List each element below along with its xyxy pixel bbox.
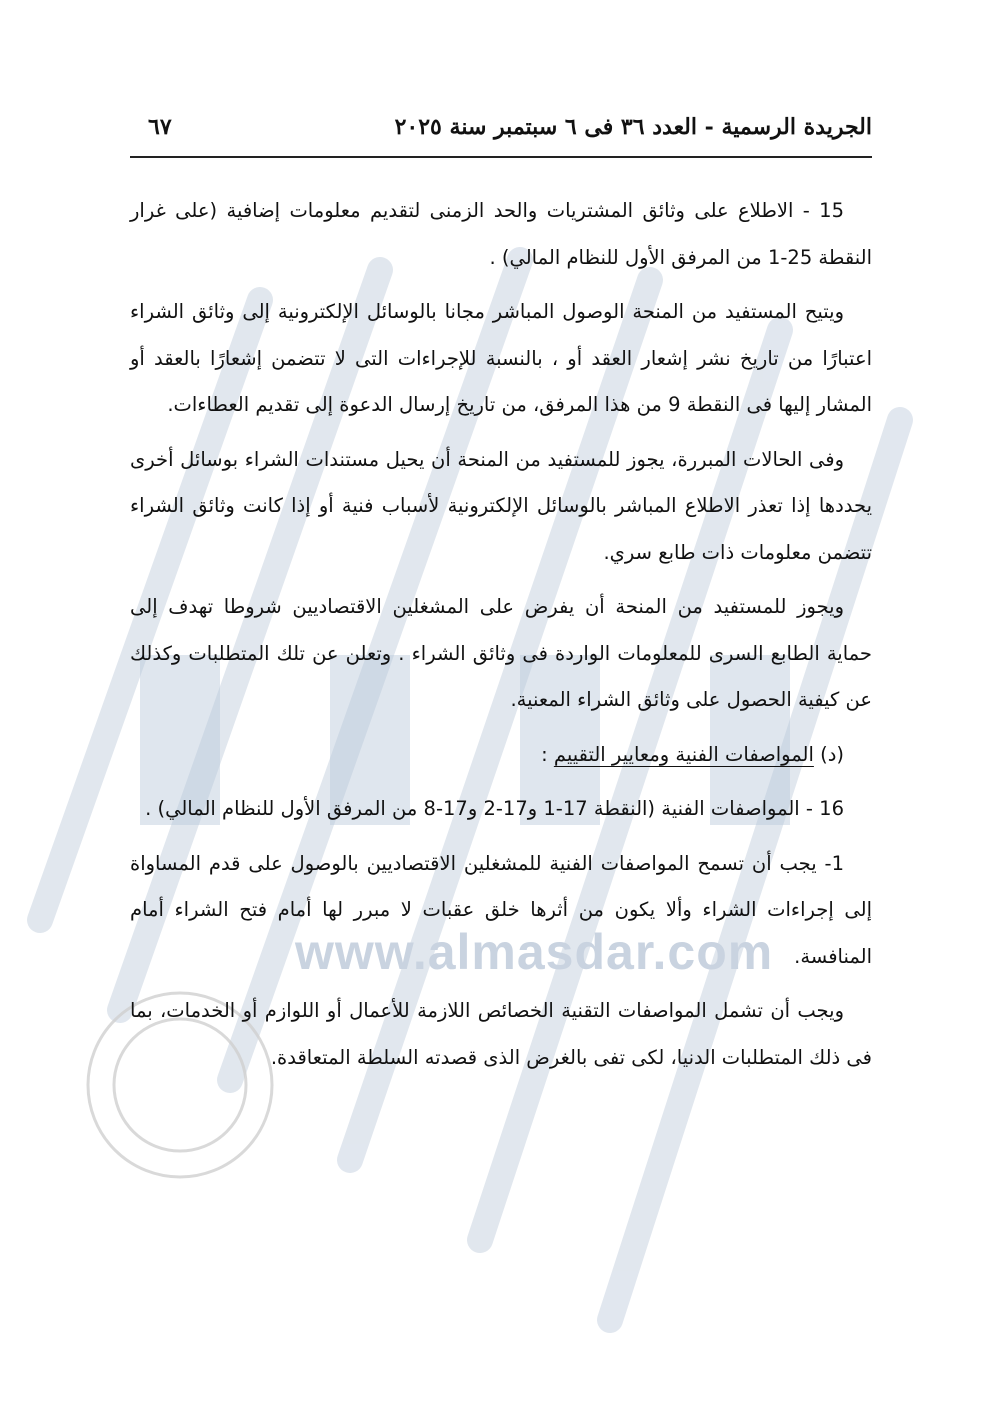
section-heading-suffix: : xyxy=(541,742,554,766)
header-divider xyxy=(130,156,872,158)
document-body xyxy=(130,188,872,1318)
paragraph-16: 16 - المواصفات الفنية (النقطة 17-1 و17-2 و17-8 من المرفق الأول للنظام المالي) . xyxy=(145,797,844,820)
section-heading-prefix: (د) xyxy=(813,742,844,766)
paragraph-15: 15 - الاطلاع على وثائق المشتريات والحد الزمنى لتقديم معلومات إضافية (على غرار النقطة 25-1 من المرفق الأول للنظام المالي) . xyxy=(130,199,872,269)
page-number: ٦٧ xyxy=(148,114,172,140)
paragraph-justified-cases: وفى الحالات المبررة، يجوز للمستفيد من المنحة أن يحيل مستندات الشراء بوسائل أخرى يحددها إذا تعذر الاطلاع المباشر بالوسائل الإلكترونية لأسباب فنية أو إذا كانت وثائق الشراء تتضمن معلومات ذات طابع سري. xyxy=(130,447,872,564)
paragraph-confidentiality: ويجوز للمستفيد من المنحة أن يفرض على المشغلين الاقتصاديين شروطا تهدف إلى حماية الطابع السرى للمعلومات الواردة فى وثائق الشراء . وتعلن عن تلك المتطلبات وكذلك عن كيفية الحصول على وثائق الشراء المعنية. xyxy=(130,595,872,711)
gazette-title: الجريدة الرسمية - العدد ٣٦ فى ٦ سبتمبر سنة ٢٠٢٥ xyxy=(394,114,872,140)
paragraph-technical-specs: ويجب أن تشمل المواصفات التقنية الخصائص اللازمة للأعمال أو اللوازم أو الخدمات، بما فى ذلك المتطلبات الدنيا، لكى تفى بالغرض الذى قصدته السلطة المتعاقدة. xyxy=(130,999,872,1069)
watermark-url: www.almasdar.com xyxy=(295,924,774,980)
section-heading-text: المواصفات الفنية ومعايير التقييم xyxy=(553,742,814,766)
paragraph-access: ويتيح المستفيد من المنحة الوصول المباشر مجانا بالوسائل الإلكترونية إلى وثائق الشراء اعتبارًا من تاريخ نشر إشعار العقد أو ، بالنسبة للإجراءات التى لا تتضمن إشعارًا بالعقد أو المشار إليها فى النقطة 9 من هذا المرفق، من تاريخ إرسال الدعوة إلى تقديم العطاءات. xyxy=(130,300,872,416)
section-heading xyxy=(130,732,872,779)
page-header xyxy=(130,114,872,154)
paragraph-16-1: 1- يجب أن تسمح المواصفات الفنية للمشغلين الاقتصاديين بالوصول على قدم المساواة إلى إجراءات الشراء وألا يكون من أثرها خلق عقبات لا مبرر لها أمام فتح الشراء أمام المنافسة. xyxy=(130,851,872,968)
